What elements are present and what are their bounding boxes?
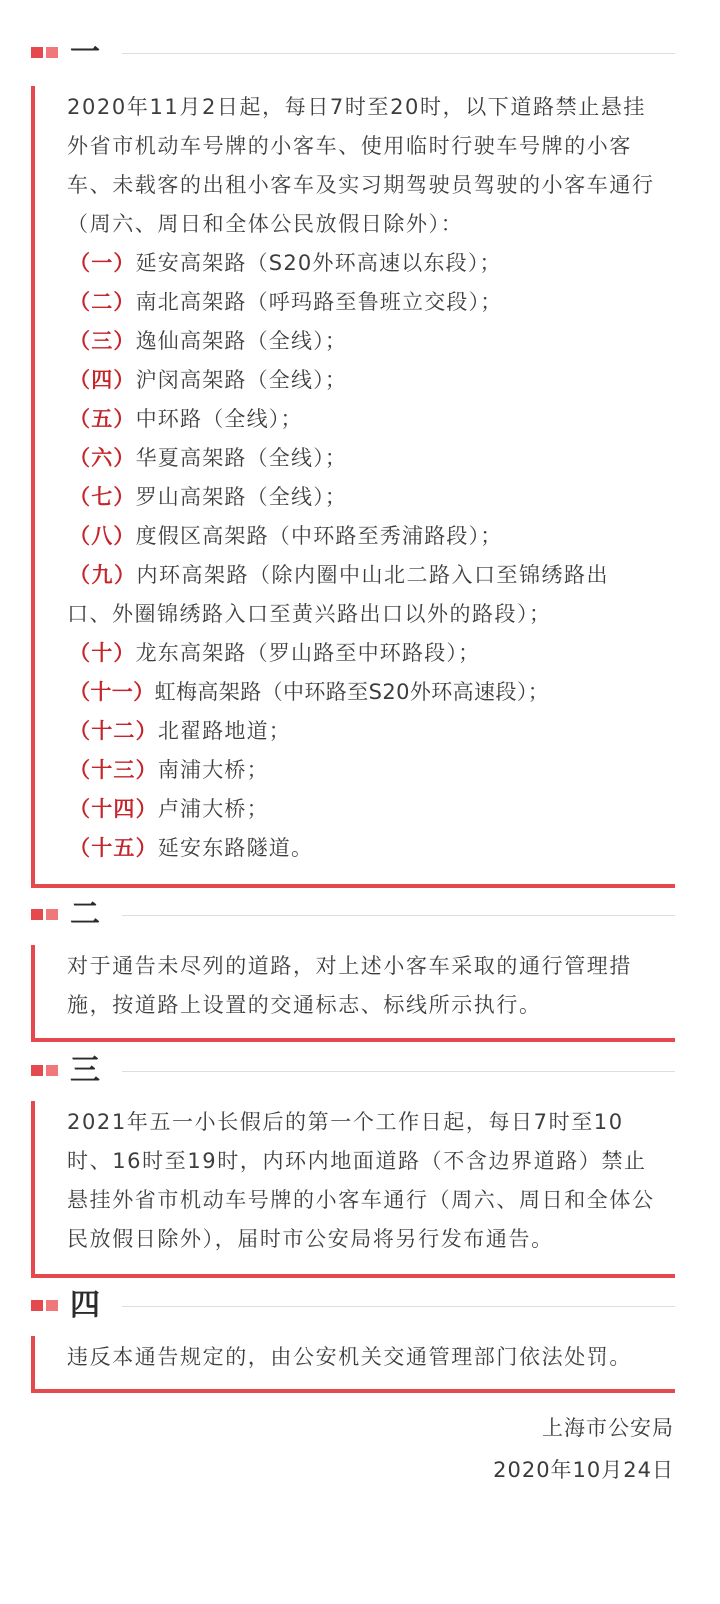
- list-item: [69, 361, 347, 400]
- section-content-box: [31, 1101, 675, 1278]
- list-item: [69, 517, 503, 556]
- item-text: 中环路（全线）；: [135, 407, 303, 431]
- section-marker-icon: [31, 47, 59, 58]
- section-marker-icon: [31, 1065, 59, 1076]
- list-item: [69, 478, 347, 517]
- header-divider: [122, 1071, 675, 1072]
- list-item-continuation: [67, 595, 552, 634]
- section-content-box: [31, 86, 675, 888]
- header-divider: [122, 53, 675, 54]
- list-item: [69, 283, 503, 322]
- item-mark: （十四）: [69, 797, 158, 821]
- item-mark: （一）: [69, 251, 136, 275]
- list-item: [69, 439, 347, 478]
- item-mark: （三）: [69, 329, 136, 353]
- item-mark: （十一）: [69, 680, 155, 704]
- section-4: [0, 1288, 720, 1393]
- item-text: 逸仙高架路（全线）；: [135, 329, 348, 353]
- section-paragraph: 2020年11月2日起，每日7时至20时，以下道路禁止悬挂外省市机动车号牌的小客车、使用临时行驶车号牌的小客车、未载客的出租小客车及实习期驾驶员驾驶的小客车通行（周六、周日和全体公民放假日除外）：: [67, 95, 655, 236]
- section-marker-icon: [31, 909, 59, 920]
- list-item: [69, 322, 347, 361]
- list-item: [69, 673, 549, 712]
- section-numeral: 三: [70, 1053, 100, 1088]
- item-text: 度假区高架路（中环路至秀浦路段）；: [135, 524, 503, 548]
- item-mark: （十三）: [69, 758, 158, 782]
- section-header: [0, 1053, 720, 1088]
- list-item: [69, 400, 303, 439]
- item-mark: （五）: [69, 407, 136, 431]
- section-header: [0, 1288, 720, 1323]
- item-text: 卢浦大桥；: [157, 797, 269, 821]
- item-text: 北翟路地道；: [157, 719, 292, 743]
- item-text: 华夏高架路（全线）；: [135, 446, 348, 470]
- section-header: [0, 35, 720, 70]
- section-paragraph: 对于通告未尽列的道路，对上述小客车采取的通行管理措施，按道路上设置的交通标志、标线所示执行。: [67, 954, 632, 1017]
- item-text: 口、外圈锦绣路入口至黄兴路出口以外的路段）；: [67, 602, 552, 626]
- item-mark: （十）: [69, 641, 136, 665]
- section-content-box: [31, 1336, 675, 1393]
- header-divider: [122, 915, 675, 916]
- issuer-name: 上海市公安局: [542, 1416, 674, 1440]
- section-2: [0, 897, 720, 1042]
- section-numeral: 二: [70, 897, 100, 932]
- list-item: [69, 712, 291, 751]
- item-mark: （二）: [69, 290, 136, 314]
- issue-date: 2020年10月24日: [493, 1458, 674, 1482]
- item-text: 罗山高架路（全线）；: [135, 485, 348, 509]
- list-item: [69, 634, 480, 673]
- section-marker-icon: [31, 1300, 59, 1311]
- item-text: 南浦大桥；: [157, 758, 269, 782]
- section-header: [0, 897, 720, 932]
- item-text: 沪闵高架路（全线）；: [135, 368, 348, 392]
- item-text: 虹梅高架路（中环路至S20外环高速段）；: [154, 680, 550, 704]
- list-item: [69, 751, 269, 790]
- item-mark: （八）: [69, 524, 136, 548]
- section-numeral: 四: [70, 1288, 100, 1323]
- item-mark: （四）: [69, 368, 136, 392]
- list-item: [69, 790, 269, 829]
- item-mark: （十二）: [69, 719, 158, 743]
- item-text: 延安东路隧道。: [157, 836, 314, 860]
- list-item: [69, 556, 609, 595]
- item-mark: （十五）: [69, 836, 158, 860]
- section-paragraph: 违反本通告规定的，由公安机关交通管理部门依法处罚。: [67, 1345, 632, 1369]
- header-divider: [122, 1306, 675, 1307]
- item-mark: （七）: [69, 485, 136, 509]
- item-text: 延安高架路（S20外环高速以东段）；: [135, 251, 502, 275]
- section-paragraph: 2021年五一小长假后的第一个工作日起，每日7时至10时、16时至19时，内环内地面道路（不含边界道路）禁止悬挂外省市机动车号牌的小客车通行（周六、周日和全体公民放假日除外），届时市公安局将另行发布通告。: [67, 1110, 655, 1251]
- item-mark: （九）: [69, 563, 137, 587]
- item-mark: （六）: [69, 446, 136, 470]
- item-text: 南北高架路（呼玛路至鲁班立交段）；: [135, 290, 503, 314]
- item-text: 龙东高架路（罗山路至中环路段）；: [135, 641, 481, 665]
- list-item: [69, 829, 313, 868]
- section-numeral: 一: [70, 35, 100, 70]
- section-1: [0, 35, 720, 888]
- section-content-box: [31, 945, 675, 1042]
- list-item: [69, 244, 502, 283]
- item-text: 内环高架路（除内圈中山北二路入口至锦绣路出: [136, 563, 609, 587]
- section-3: [0, 1053, 720, 1278]
